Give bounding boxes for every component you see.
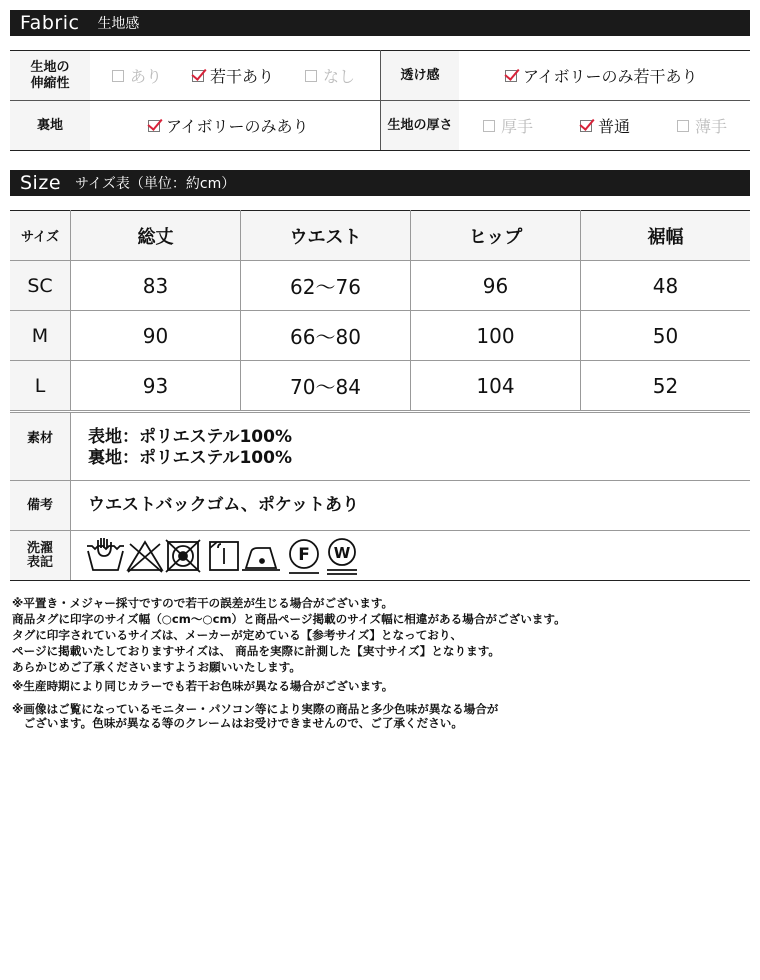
stretch-option-none: なし [305,64,355,87]
thickness-option-normal: 普通 [580,114,630,137]
size-header [10,170,750,196]
thickness-option-thin: 薄手 [677,114,727,137]
size-corner-label: サイズ [10,211,70,260]
fabric-header [10,10,750,36]
checkbox-icon [305,70,317,82]
sheer-options [459,51,750,100]
checked-checkbox-icon [148,120,160,132]
dry-clean-f-letter: F [298,544,310,565]
row-label-l: L [10,361,70,410]
checkbox-icon [483,120,495,132]
row-label-sc: SC [10,261,70,310]
no-bleach-icon [128,542,162,572]
table-cell: 70〜84 [290,375,361,399]
checked-checkbox-icon [580,120,592,132]
note-line: タグに印字されているサイズは、メーカーが定めている【参考サイズ】となっており、 [12,628,463,642]
checkbox-icon [677,120,689,132]
table-cell: 104 [476,373,515,398]
note-line: ※平置き・メジャー採寸ですので若干の誤差が生じる場合がございます。 [12,596,394,610]
note-line: あらかじめご了承くださいますようお願いいたします。 [12,660,301,674]
material-label: 素材 [10,413,70,480]
thickness-options [459,101,750,150]
fabric-title-en: Fabric [20,12,80,34]
hand-wash-icon [87,538,124,570]
row-label-m: M [10,311,70,360]
column-header-hem: 裾幅 [581,211,750,260]
stretch-options [90,51,380,100]
note-line: ※生産時期により同じカラーでも若干お色味が異なる場合がございます。 [12,679,394,693]
line-dry-icon [210,542,238,570]
sheer-option: アイボリーのみ若干あり [505,64,698,87]
fabric-title-jp: 生地感 [97,16,140,32]
material-value [88,413,688,480]
column-header-waist: ウエスト [241,211,410,260]
care-symbols [84,533,384,578]
column-header-length: 総丈 [71,211,240,260]
table-cell: 90 [142,323,169,348]
stretch-option-slight: 若干あり [192,64,274,87]
stretch-option-yes: あり [112,64,162,87]
material-lining: 裏地：ポリエステル100% [88,448,292,468]
iron-low-icon [242,548,280,570]
checked-checkbox-icon [192,70,204,82]
column-header-hip: ヒップ [411,211,580,260]
note-line: ございます。色味が異なる等のクレームはお受けできませんので、ご了承ください。 [12,716,463,730]
size-title-jp: サイズ表（単位：約cm） [75,176,236,192]
thickness-option-thick: 厚手 [483,114,533,137]
table-cell: 66〜80 [290,325,361,349]
care-label: 洗濯 表記 [10,531,70,580]
table-cell: 93 [142,373,169,398]
no-tumble-dry-icon [166,540,200,572]
remarks-label: 備考 [10,481,70,530]
remarks-value: ウエストバックゴム、ポケットあり [88,495,359,515]
table-cell: 96 [482,273,509,298]
note-line: ページに掲載いたしておりますサイズは、 商品を実際に計測した【実寸サイズ】となります。 [12,644,500,658]
table-cell: 100 [476,323,515,348]
lining-option: アイボリーのみあり [148,114,309,137]
lining-options [90,101,380,150]
note-line: 商品タグに印字のサイズ幅（○cm〜○cm）と商品ページ掲載のサイズ幅に相違がある場合がございます。 [12,612,566,626]
table-cell: 48 [652,273,679,298]
table-cell: 50 [652,323,679,348]
table-cell: 52 [652,373,679,398]
stretch-label: 生地の 伸縮性 [10,51,90,100]
checked-checkbox-icon [505,70,517,82]
thickness-label: 生地の厚さ [381,101,459,150]
table-cell: 83 [142,273,169,298]
checkbox-icon [112,70,124,82]
wet-clean-w-letter: W [333,543,351,562]
table-cell: 62〜76 [290,275,361,299]
note-line: ※画像はご覧になっているモニター・パソコン等により実際の商品と多少色味が異なる場合が [12,702,499,716]
sheer-label: 透け感 [381,51,459,100]
lining-label: 裏地 [10,101,90,150]
material-outer: 表地：ポリエステル100% [88,427,292,447]
size-title-en: Size [20,172,62,194]
